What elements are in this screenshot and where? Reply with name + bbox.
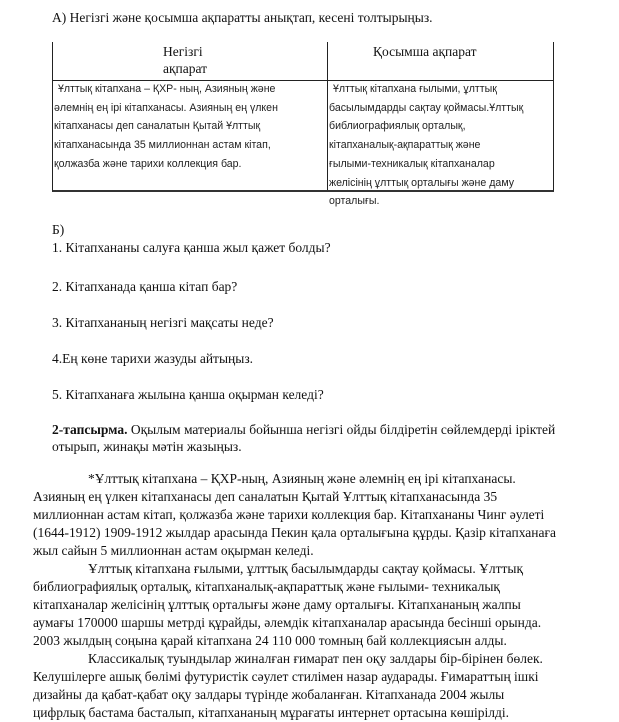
cell-line: Ұлттық кітапхана – ҚХР- ның, Азияның және [58,83,276,95]
header-extra-info: Қосымша ақпарат [373,44,477,59]
header-line: ақпарат [163,61,208,76]
cell-line: орталығы. [329,195,380,208]
text-line: аумағы 170000 шаршы метрді құрайды, әлемдік кітапханалар арасында бесінші орында. [33,615,542,630]
cell-line: ғылыми-техникалық кітапханалар [329,157,495,170]
cell-line: қолжазба және тарихи коллекция бар. [54,157,242,170]
text-line: дизайны да қабат-қабат оқу залдары түрінде жобаланған. Кітапханада 2004 жылы [33,687,505,702]
cell-line: библиографиялық орталық, [329,120,466,133]
header-main-info [163,43,207,77]
info-table [52,42,554,208]
question-1: 1. Кітапхананы салуға қанша жыл қажет болды? [52,240,331,255]
section-a-title: А) Негізгі және қосымша ақпаратты анықтап, кесені толтырыңыз. [52,10,433,25]
question-3: 3. Кітапхананың негізгі мақсаты неде? [52,315,274,330]
cell-extra-info [329,80,523,211]
text-line: жыл сайын 5 миллионнан астам оқырман келеді. [33,543,314,558]
text-line: (1644-1912) 1909-1912 жылдар арасында Пекин қала орталығына құрды. Қазір кітапханаға [33,525,557,540]
column-divider [327,42,328,190]
text-line: 2003 жылдың соңына қарай кітапхана 24 110 000 томның бай коллекциясын алды. [33,633,507,648]
text-line: миллионнан астам кітап, қолжазба және тарихи коллекция бар. Кітапхананы Чинг әулеті [33,507,545,522]
cell-line: кітапханасында 35 миллионнан астам кітап, [54,139,271,152]
reading-text [33,470,556,722]
cell-main-info [54,80,278,174]
task-2-instruction [52,422,555,438]
question-4: 4.Ең көне тарихи жазуды айтыңыз. [52,351,254,366]
header-line: Негізгі [163,44,203,59]
text-line: Келушілерге ашық бөлімі футуристік сәулет стилімен назар аударады. Ғимараттың ішкі [33,669,539,684]
task-2-label: 2-тапсырма. [52,422,128,437]
text-line: Ұлттық кітапхана ғылыми, ұлттық басылымдарды сақтау қоймасы. Ұлттық [88,561,524,576]
question-2: 2. Кітапханада қанша кітап бар? [52,279,238,294]
task-2-text-cont: отырып, жинақы мәтін жазыңыз. [52,439,242,454]
text-line: библиографиялық орталық, кітапханалық-ақпараттық және ғылыми- техникалық [33,579,500,594]
cell-line: әлемнің ең ірі кітапханасы. Азияның ең үлкен [54,101,278,114]
cell-line: Ұлттық кітапхана ғылыми, ұлттық [333,83,497,95]
text-line: кітапханалар желісінің ұлттық орталығы және даму орталығы. Кітапхананың жалпы [33,597,521,612]
question-5: 5. Кітапханаға жылына қанша оқырман келеді? [52,387,324,402]
cell-line: кітапханасы деп саналатын Қытай Ұлттық [54,120,261,133]
cell-line: басылымдарды сақтау қоймасы.Ұлттық [329,101,524,114]
cell-line: желісінің ұлттық орталығы және даму [329,176,515,189]
cell-line: кітапханалық-ақпараттық және [329,139,481,152]
task-2-text: Оқылым материалы бойынша негізгі ойды білдіретін сөйлемдерді іріктей [130,422,556,437]
text-line: цифрлық бастама басталып, кітапхананың мұрағаты интернет ортасына көшірілді. [33,705,509,720]
text-line: Азияның ең үлкен кітапханасы деп саналатын Қытай Ұлттық кітапханасында 35 [33,489,498,504]
section-b-title: Б) [52,222,65,237]
text-line: Классикалық туындылар жиналған ғимарат пен оқу залдары бір-бірінен бөлек. [88,651,543,666]
text-line: *Ұлттық кітапхана – ҚХР-ның, Азияның және әлемнің ең ірі кітапханасы. [88,471,516,486]
